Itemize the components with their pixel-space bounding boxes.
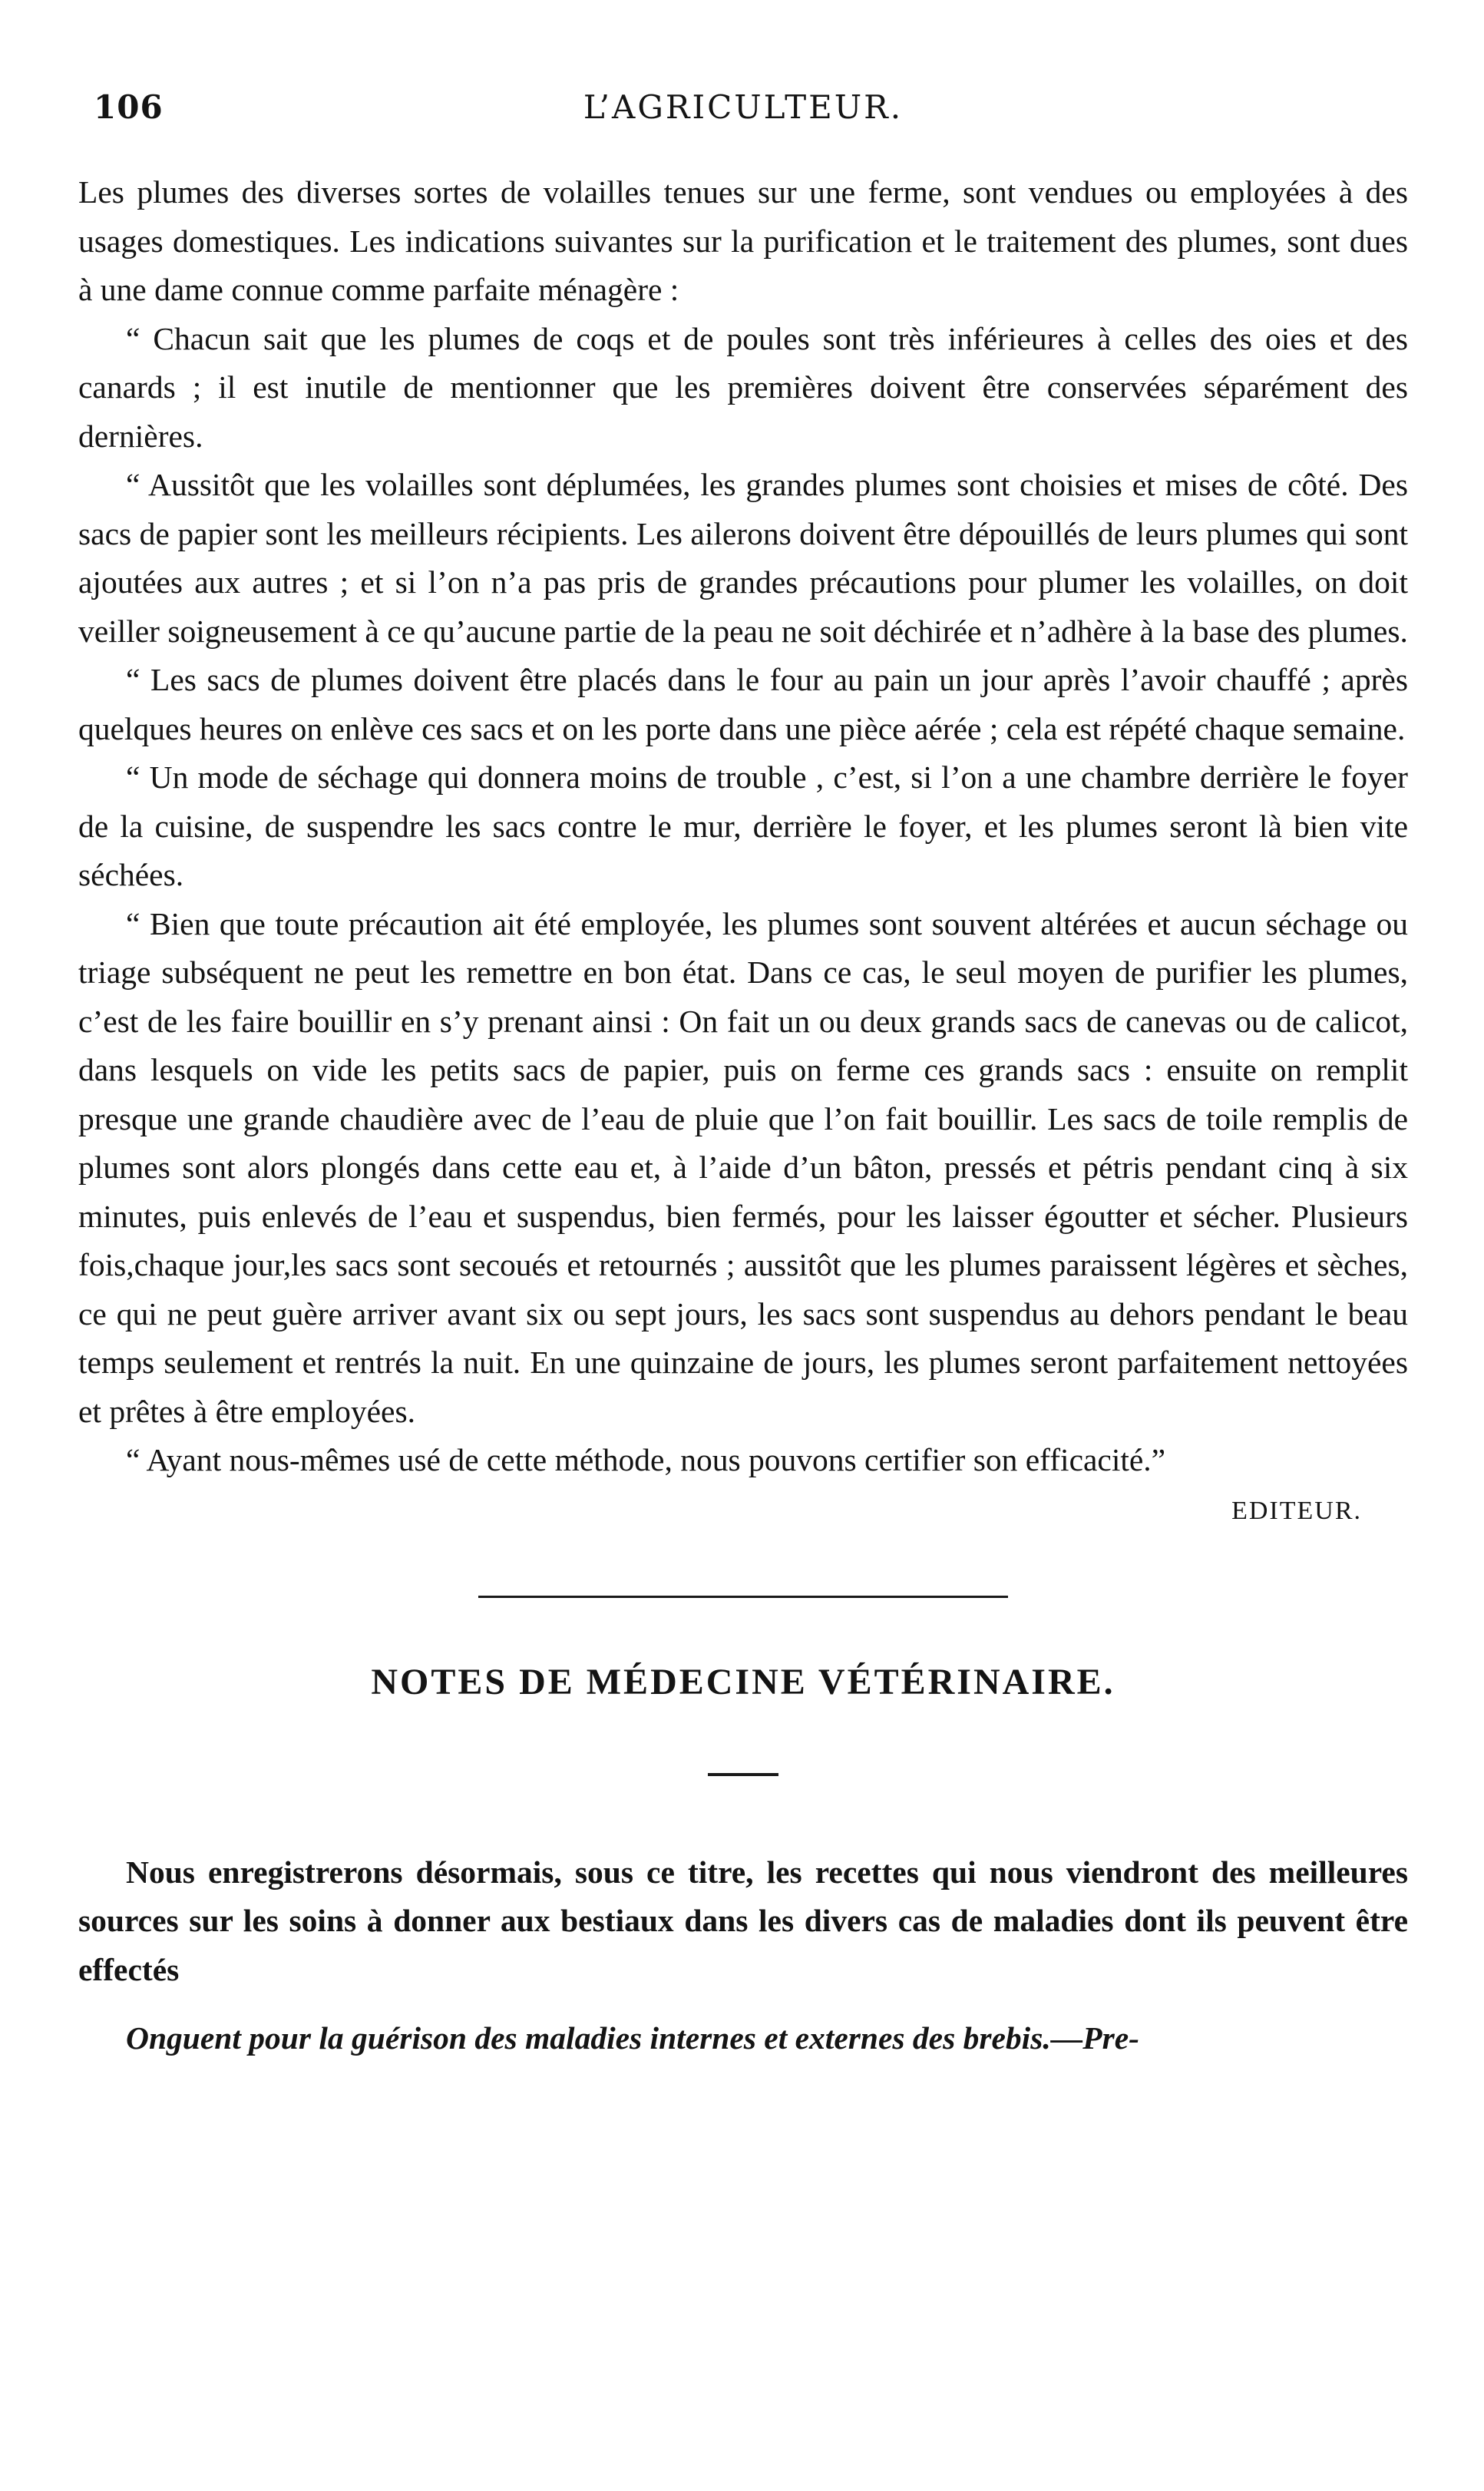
running-head <box>78 88 1408 142</box>
page-number: 106 <box>94 88 164 126</box>
recipe-heading-line: Onguent pour la guérison des maladies internes et externes des brebis.—Pre- <box>126 2020 1139 2056</box>
paragraph-quote-1: “ Chacun sait que les plumes de coqs et de poules sont très inférieures à celles des oies et des canards ; il est inutile de mentionner que les premières doivent être conservées séparément des dernières. <box>78 320 1408 454</box>
paragraph-intro: Les plumes des diverses sortes de volailles tenues sur une ferme, sont vendues ou employées à des usages domestiques. Les indications suivantes sur la purification et le traitement des plumes, sont dues à une dame connue comme parfaite ménagère : <box>78 174 1408 307</box>
section-intro-paragraph: Nous enregistrerons désormais, sous ce titre, les recettes qui nous viendront des meilleures sources sur les soins à donner aux bestiaux dans les divers cas de maladies dont ils peuvent être effectés <box>78 1854 1408 1987</box>
journal-title: L’AGRICULTEUR. <box>583 88 904 126</box>
paragraph-quote-2: “ Aussitôt que les volailles sont déplumées, les grandes plumes sont choisies et mises de côté. Des sacs de papier sont les meilleurs récipients. Les ailerons doivent être dépouillés de leurs plumes qui sont ajoutées aux autres ; et si l’on n’a pas pris de grandes précautions pour plumer les volailles, on doit veiller soigneusement à ce qu’aucune partie de la peau ne soit déchirée et n’adhère à la base des plumes. <box>78 467 1408 649</box>
paragraph-quote-3: “ Les sacs de plumes doivent être placés dans le four au pain un jour après l’avoir chauffé ; après quelques heures on enlève ces sacs et on les porte dans une pièce aérée ; cela est répété chaque semaine. <box>78 662 1408 746</box>
paragraph-quote-4: “ Un mode de séchage qui donnera moins de trouble , c’est, si l’on a une chambre derrière le foyer de la cuisine, de suspendre les sacs contre le mur, derrière le foyer, et les plumes seront là bien vite séchées. <box>78 759 1408 892</box>
section-veterinary-notes <box>78 1848 1408 2063</box>
article-feathers <box>78 168 1408 1534</box>
section-divider-rule <box>478 1596 1008 1598</box>
title-underline-rule <box>708 1773 778 1776</box>
page <box>78 88 1408 2063</box>
paragraph-quote-6: “ Ayant nous-mêmes usé de cette méthode, nous pouvons certifier son efficacité.” <box>126 1442 1166 1477</box>
editor-signature: EDITEUR. <box>1231 1496 1362 1525</box>
paragraph-quote-5: “ Bien que toute précaution ait été employée, les plumes sont souvent altérées et aucun séchage ou triage subséquent ne peut les remettre en bon état. Dans ce cas, le seul moyen de purifier les plumes, c’est de les faire bouillir en s’y prenant ainsi : On fait un ou deux grands sacs de canevas ou de calicot, dans lesquels on vide les petits sacs de papier, puis on ferme ces grands sacs : ensuite on remplit presque une grande chaudière avec de l’eau de pluie que l’on fait bouillir. Les sacs de toile remplis de plumes sont alors plongés dans cette eau et, à l’aide d’un bâton, pressés et pétris pendant cinq à six minutes, puis enlevés de l’eau et suspendus, bien fermés, pour les laisser égoutter et sécher. Plusieurs fois,chaque jour,les sacs sont secoués et retournés ; aussitôt que les plumes paraissent légères et sèches, ce qui ne peut guère arriver avant six ou sept jours, les sacs sont suspendus au dehors pendant le beau temps seulement et rentrés la nuit. En une quinzaine de jours, les plumes seront parfaitement nettoyées et prêtes à être employées. <box>78 905 1408 1429</box>
section-title: NOTES DE MÉDECINE VÉTÉRINAIRE. <box>371 1661 1115 1702</box>
